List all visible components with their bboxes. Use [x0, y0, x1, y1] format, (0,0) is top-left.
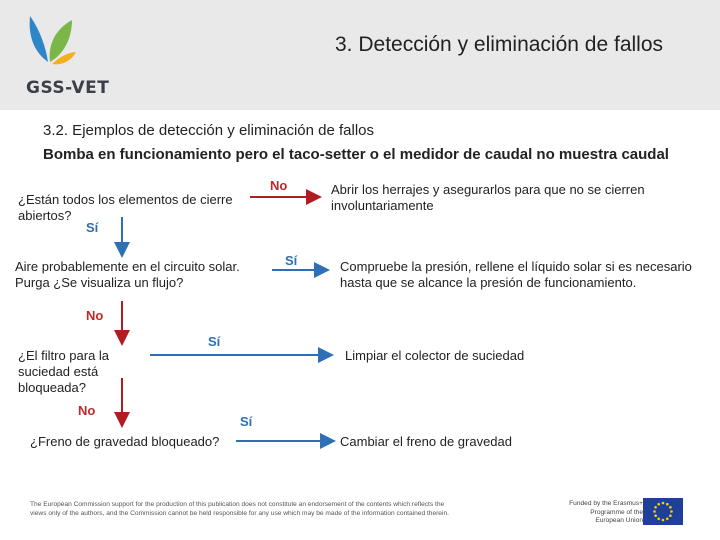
q4-yes-label: Sí: [240, 414, 253, 429]
question-1: ¿Están todos los elementos de cierre abiertos?: [18, 192, 233, 223]
q3-no-label: No: [78, 403, 96, 418]
footer-disclaimer: The European Commission support for the production of this publication does not constitute an endorsement of the contents which reflects the views only of the authors, and the Commission cannot be held responsible for any use which may be made of the information contained therein.: [30, 501, 449, 517]
eu-flag-icon: [643, 498, 683, 525]
q1-no-label: No: [270, 178, 288, 193]
q2-yes-label: Sí: [285, 253, 298, 268]
q3-yes-label: Sí: [208, 334, 221, 349]
question-4: ¿Freno de gravedad bloqueado?: [30, 434, 220, 449]
q2-yes-action: Compruebe la presión, rellene el líquido solar si es necesario hasta que se alcance la presión de funcionamiento.: [340, 259, 692, 290]
question-2: Aire probablemente en el circuito solar. Purga ¿Se visualiza un flujo?: [15, 259, 240, 290]
problem-statement: Bomba en funcionamiento pero el taco-setter o el medidor de caudal no muestra caudal: [43, 146, 669, 163]
q3-yes-action: Limpiar el colector de suciedad: [345, 348, 525, 363]
q4-yes-action: Cambiar el freno de gravedad: [340, 434, 512, 449]
q2-no-label: No: [86, 308, 104, 323]
q1-yes-label: Sí: [86, 220, 99, 235]
section-title: 3.2. Ejemplos de detección y eliminación de fallos: [43, 122, 375, 139]
question-3: ¿El filtro para la suciedad está bloqueada?: [18, 348, 110, 395]
logo-text: GSS-VET: [26, 78, 110, 98]
eu-funding-text: Funded by the Erasmus+ Programme of the European Union: [569, 500, 643, 524]
page-title: 3. Detección y eliminación de fallos: [335, 33, 664, 56]
q1-no-action: Abrir los herrajes y asegurarlos para que no se cierren involuntariamente: [331, 182, 645, 213]
